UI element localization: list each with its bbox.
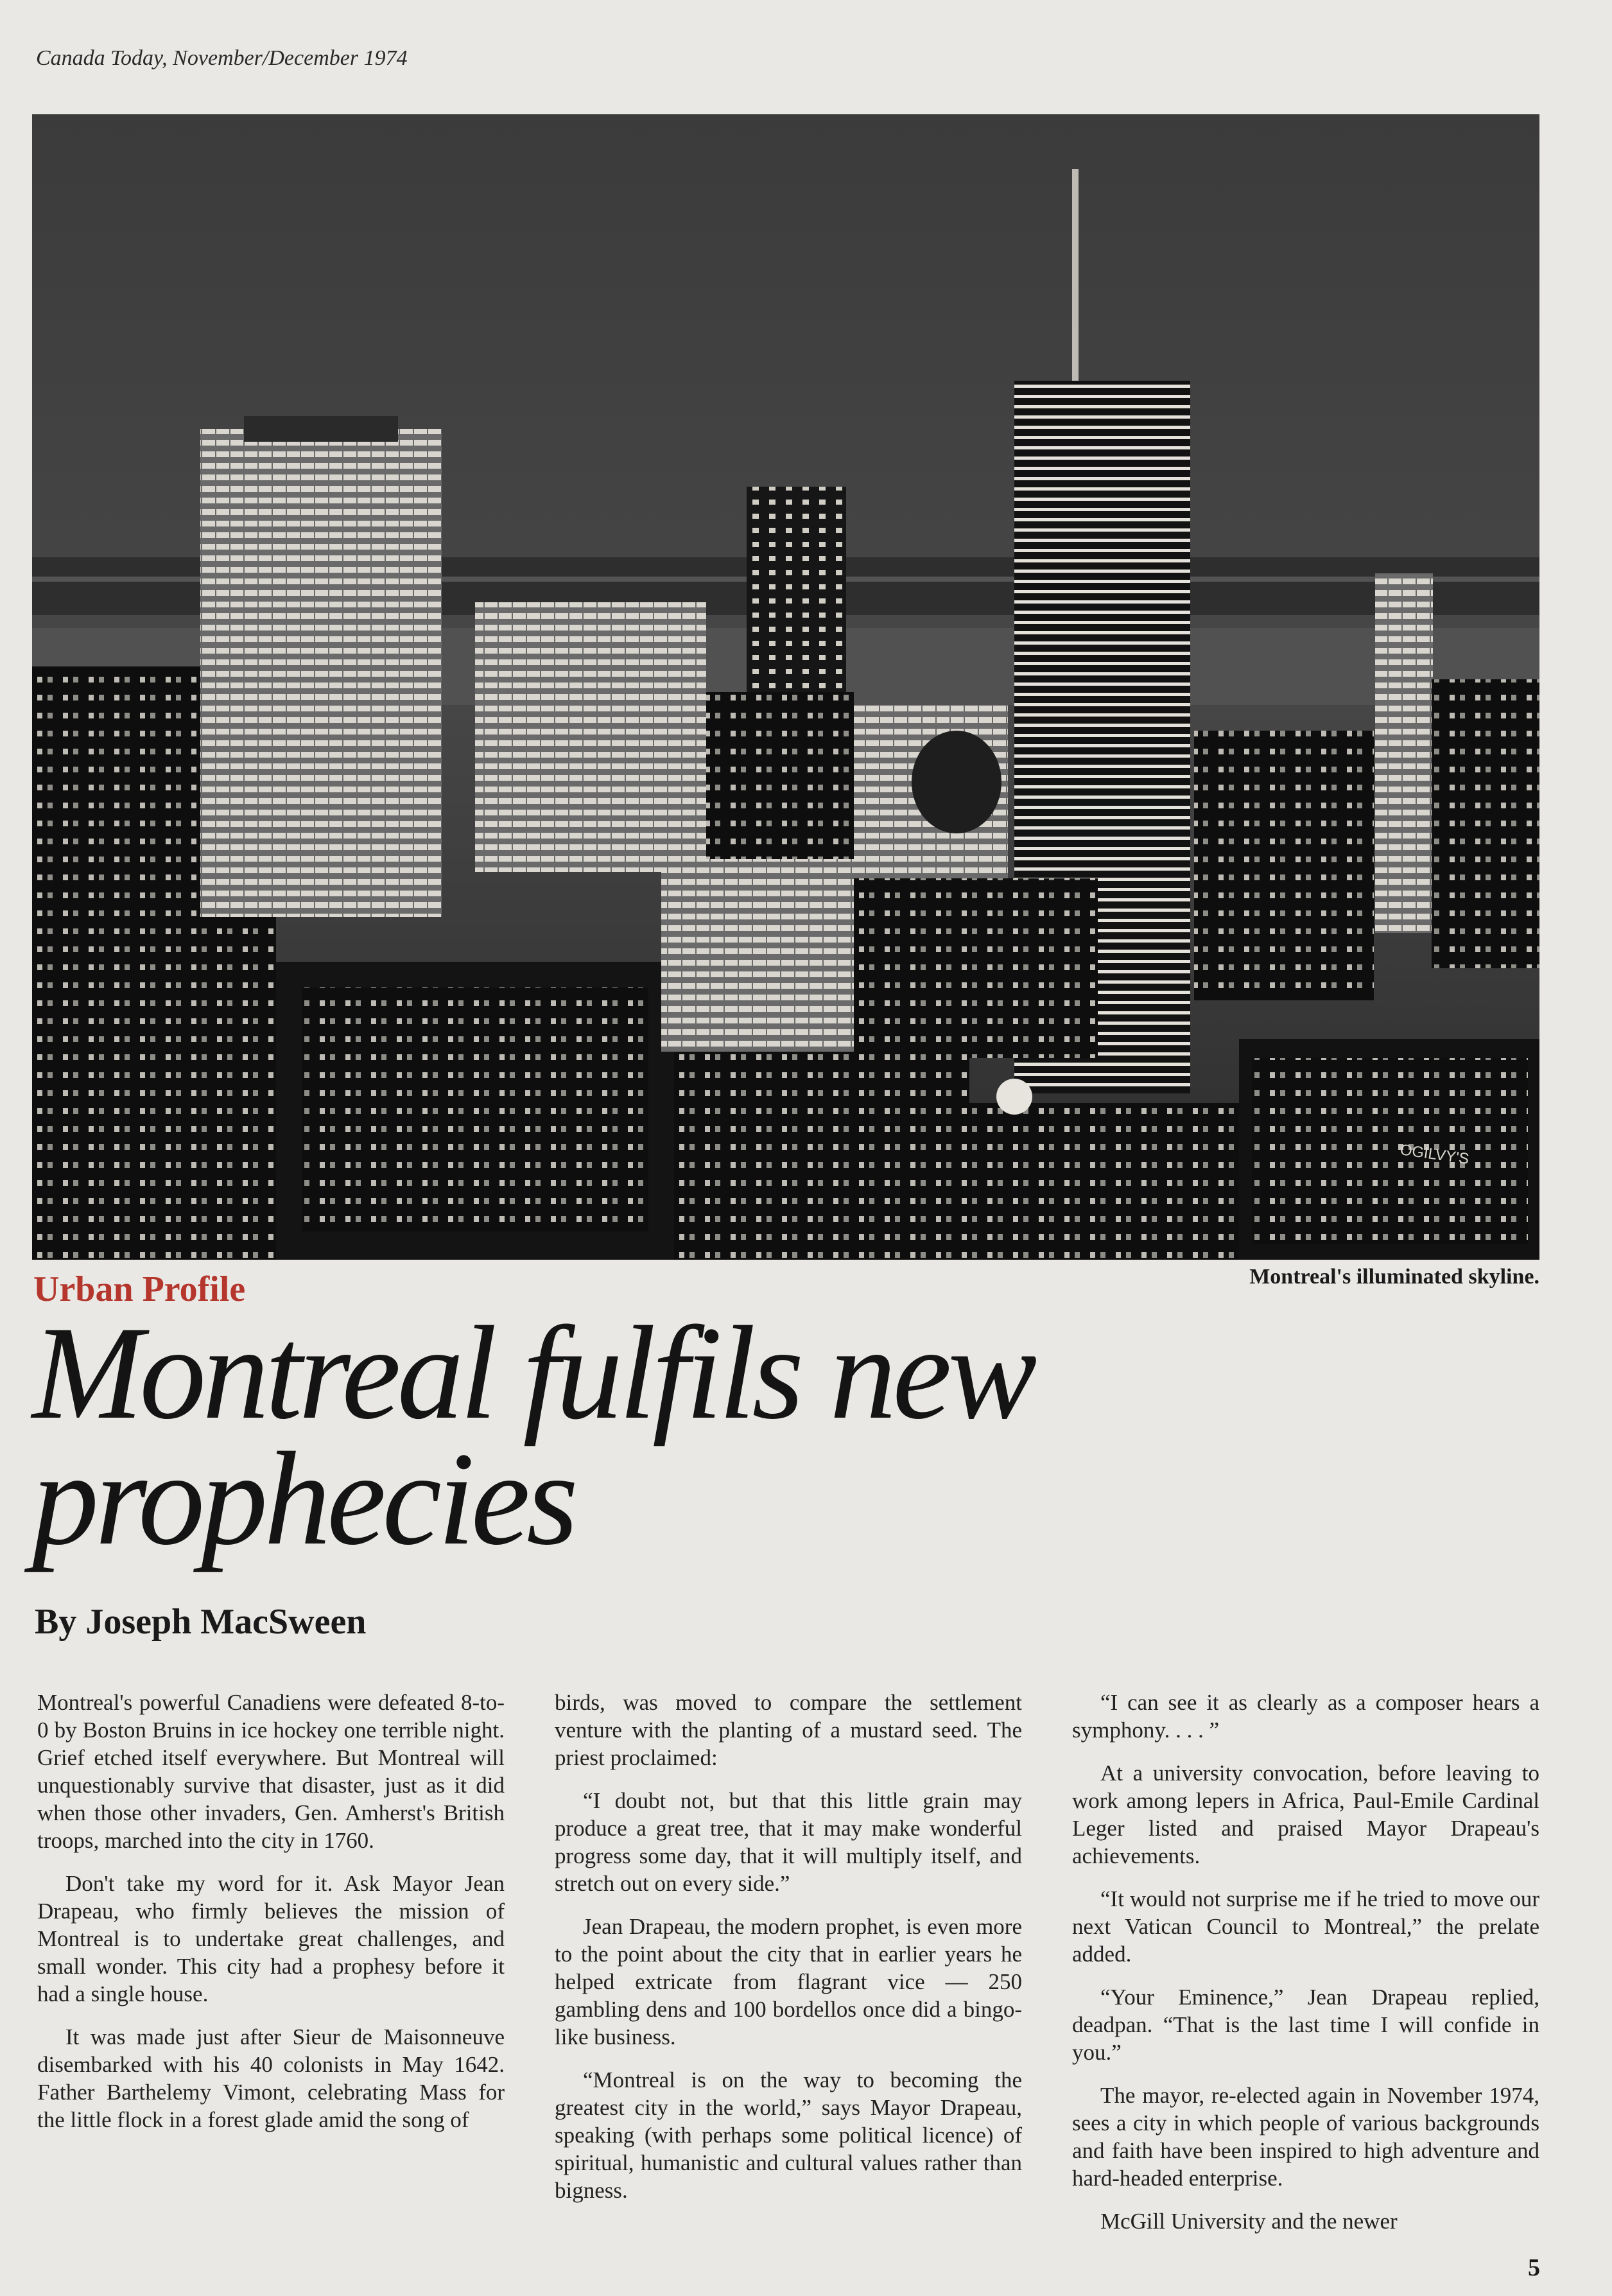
article-body — [37, 1689, 1539, 2254]
running-head: Canada Today, November/December 1974 — [36, 46, 408, 70]
paragraph: birds, was moved to compare the settlement venture with the planting of a mustard seed. The priest proclaimed: — [555, 1690, 1022, 1770]
photo-caption: Montreal's illuminated skyline. — [1249, 1265, 1539, 1289]
paragraph: “Your Eminence,” Jean Drapeau replied, deadpan. “That is the last time I will confide in you.” — [1072, 1985, 1539, 2065]
byline: By Joseph MacSween — [35, 1602, 367, 1642]
paragraph: Don't take my word for it. Ask Mayor Jean Drapeau, who firmly believes the mission of Montreal is to undertake great challenges, and small wonder. This city had a prophesy before it had a single house. — [37, 1871, 505, 2006]
paragraph: “It would not surprise me if he tried to move our next Vatican Council to Montreal,” the prelate added. — [1072, 1886, 1539, 1967]
headline — [32, 1299, 1316, 1572]
section-label: Urban Profile — [33, 1269, 246, 1309]
article-column-1 — [37, 1689, 505, 2254]
skyline-illustration — [32, 114, 1539, 1260]
paragraph: The mayor, re-elected again in November 1974, sees a city in which people of various backgrounds and faith have been inspired to high adventure and hard-headed enterprise. — [1072, 2083, 1539, 2191]
headline-line-2: prophecies — [32, 1425, 575, 1572]
paragraph: Jean Drapeau, the modern prophet, is even more to the point about the city that in earlier years he helped extricate from flagrant vice — 250 gambling dens and 100 bordellos once did a bingo-like business. — [555, 1914, 1022, 2049]
skyline-photo — [32, 114, 1539, 1260]
paragraph: “Montreal is on the way to becoming the greatest city in the world,” says Mayor Drapeau, speaking (with perhaps some political licence) of spiritual, humanistic and cultural values rather than bigness. — [555, 2067, 1022, 2203]
paragraph: “I doubt not, but that this little grain may produce a great tree, that it may make wonderful progress some day, that it will multiply itself, and stretch out on every side.” — [555, 1788, 1022, 1896]
article-column-2 — [555, 1689, 1022, 2254]
article-column-3 — [1072, 1689, 1539, 2254]
paragraph: Montreal's powerful Canadiens were defeated 8-to-0 by Boston Bruins in ice hockey one terrible night. Grief etched itself everywhere. But Montreal will unquestionably survive that disaster, just as it did when those other invaders, Gen. Amherst's British troops, marched into the city in 1760. — [37, 1690, 505, 1853]
paragraph: At a university convocation, before leaving to work among lepers in Africa, Paul-Emile Cardinal Leger listed and praised Mayor Drapeau's achievements. — [1072, 1761, 1539, 1868]
paragraph: “I can see it as clearly as a composer hears a symphony. . . . ” — [1072, 1690, 1539, 1743]
headline-line-1: Montreal fulfils new — [32, 1299, 1034, 1447]
ogilvys-sign: OGILVY'S — [1399, 1141, 1471, 1168]
paragraph: It was made just after Sieur de Maisonneuve disembarked with his 40 colonists in May 1642. Father Barthelemy Vimont, celebrating Mass for the little flock in a forest glade amid the song of — [37, 2024, 505, 2132]
page-number: 5 — [1528, 2254, 1540, 2281]
paragraph: McGill University and the newer — [1100, 2209, 1398, 2234]
